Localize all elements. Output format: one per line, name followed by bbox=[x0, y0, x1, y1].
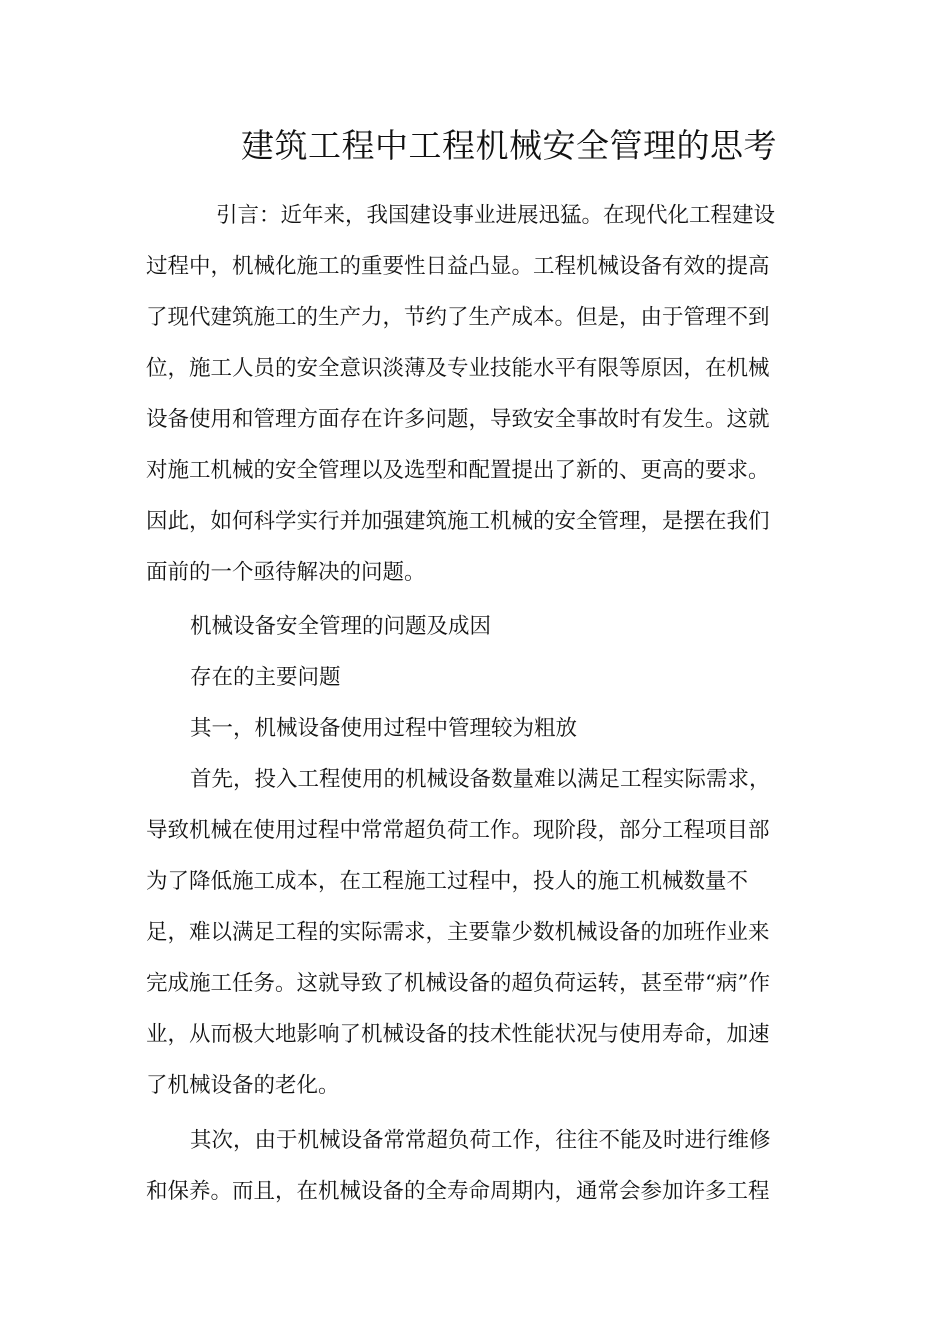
intro-line: 设备使用和管理方面存在许多问题，导致安全事故时有发生。这就 bbox=[146, 407, 770, 432]
document-title: 建筑工程中工程机械安全管理的思考 bbox=[241, 126, 777, 165]
paragraph-line: 了机械设备的老化。 bbox=[146, 1073, 340, 1098]
point-heading: 其一，机械设备使用过程中管理较为粗放 bbox=[190, 716, 578, 741]
paragraph-line: 首先，投入工程使用的机械设备数量难以满足工程实际需求， bbox=[190, 767, 771, 792]
intro-line: 引言：近年来，我国建设事业进展迅猛。在现代化工程建设 bbox=[216, 203, 776, 228]
paragraph-first bbox=[146, 754, 806, 1111]
paragraph-line: 导致机械在使用过程中常常超负荷工作。现阶段，部分工程项目部 bbox=[146, 818, 770, 843]
intro-line: 了现代建筑施工的生产力，节约了生产成本。但是，由于管理不到 bbox=[146, 305, 770, 330]
intro-line: 位，施工人员的安全意识淡薄及专业技能水平有限等原因，在机械 bbox=[146, 356, 770, 381]
paragraph-line: 为了降低施工成本，在工程施工过程中，投人的施工机械数量不 bbox=[146, 869, 749, 894]
paragraph-line: 其次，由于机械设备常常超负荷工作，往往不能及时进行维修 bbox=[190, 1128, 771, 1153]
paragraph-line: 足，难以满足工程的实际需求，主要靠少数机械设备的加班作业来 bbox=[146, 920, 770, 945]
paragraph-second bbox=[146, 1115, 806, 1217]
headings-block bbox=[146, 601, 806, 754]
intro-line: 因此，如何科学实行并加强建筑施工机械的安全管理，是摆在我们 bbox=[146, 509, 770, 534]
section-heading: 机械设备安全管理的问题及成因 bbox=[190, 614, 492, 639]
intro-line: 面前的一个亟待解决的问题。 bbox=[146, 560, 426, 585]
subsection-heading: 存在的主要问题 bbox=[190, 665, 341, 690]
paragraph-line: 和保养。而且，在机械设备的全寿命周期内，通常会参加许多工程 bbox=[146, 1179, 770, 1204]
intro-paragraph bbox=[146, 190, 806, 598]
intro-line: 过程中，机械化施工的重要性日益凸显。工程机械设备有效的提高 bbox=[146, 254, 770, 279]
intro-line: 对施工机械的安全管理以及选型和配置提出了新的、更高的要求。 bbox=[146, 458, 770, 483]
paragraph-line: 业，从而极大地影响了机械设备的技术性能状况与使用寿命，加速 bbox=[146, 1022, 770, 1047]
paragraph-line: 完成施工任务。这就导致了机械设备的超负荷运转，甚至带“病”作 bbox=[146, 971, 770, 996]
